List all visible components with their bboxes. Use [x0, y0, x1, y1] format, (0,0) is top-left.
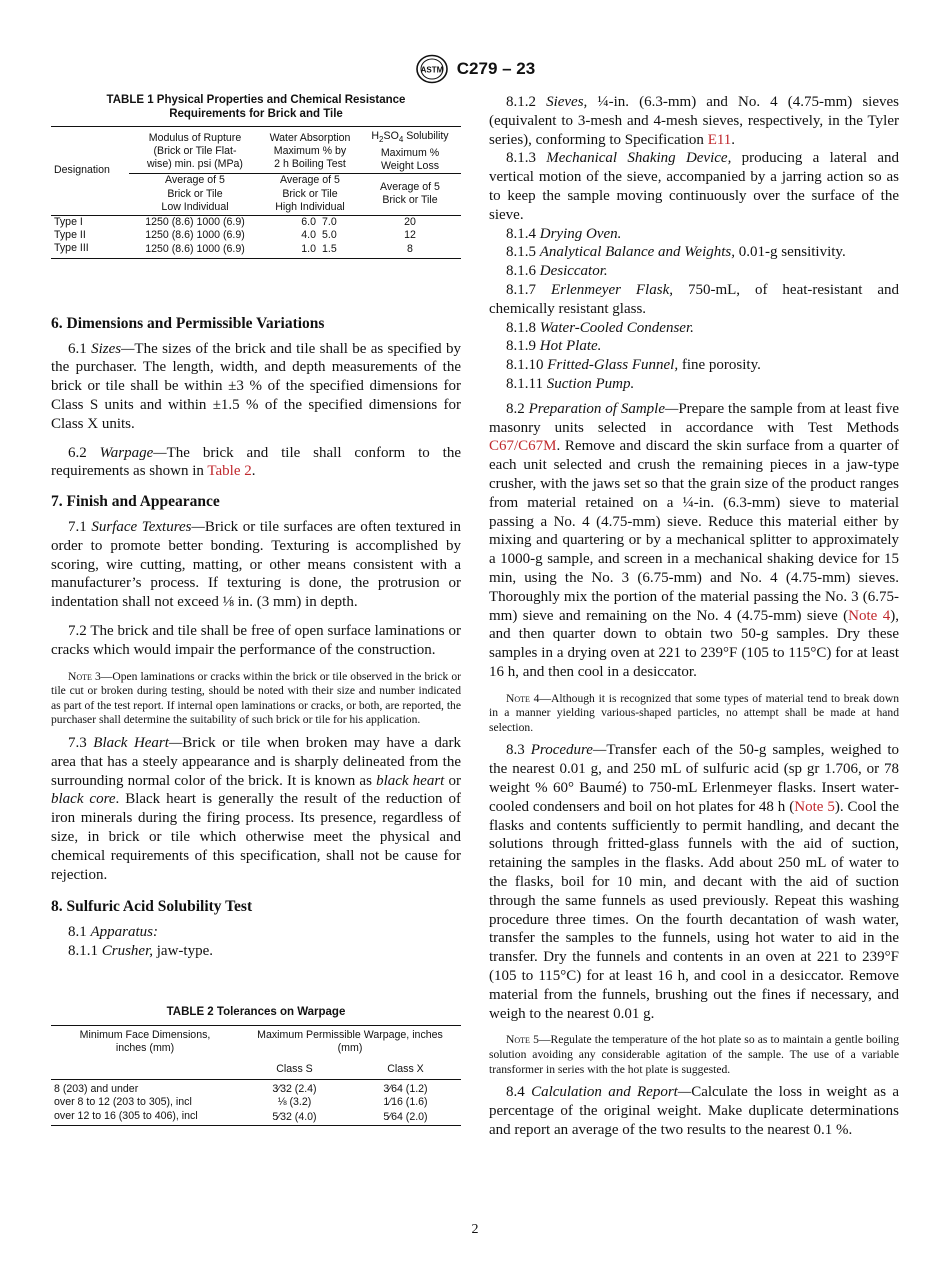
- table-2-grid: [51, 1025, 461, 1126]
- note-4-link[interactable]: Note 4: [848, 607, 891, 624]
- paragraph-8-1-8: 8.1.8 Water-Cooled Condenser.: [506, 319, 694, 336]
- paragraph-7-3: 7.3 Black Heart—Brick or tile when broken may have a dark area that has a steely appearance and is sharply delineated from the surrounding normal color of the brick. It is known as black heart or black core. Black heart is generally the result of the reduction of iron minerals during the firing process. Its presence, regardless of size, in brick or tile which otherwise meet the physical and chemical requirements of this specification, shall not be cause for rejection.: [51, 734, 462, 883]
- paragraph-8-1-2: 8.1.2 Sieves, ¼-in. (6.3-mm) and No. 4 (4.75-mm) sieves (equivalent to 3-mesh and 4-mesh sieves, respectively, in the Tyler series), conforming to Specification E11.: [489, 94, 900, 148]
- table-1-sub-solubility: Average of 5 Brick or Tile: [359, 174, 461, 215]
- paragraph-8-1-10: 8.1.10 Fritted-Glass Funnel, fine porosity.: [506, 357, 761, 374]
- note-3: Note 3—Open laminations or cracks within the brick or tile observed in the brick or tile cut or broken during testing, should be noted with their size and number indicated as part of the test report. If internal open laminations or cracks, or both, are reported, the purchaser shall determine the suitability of such brick or tile for his application.: [51, 669, 461, 727]
- table-1-col-mor: Modulus of Rupture (Brick or Tile Flat- wise) min. psi (MPa): [129, 127, 261, 174]
- table-2-col-warpage: Maximum Permissible Warpage, inches (mm): [257, 1028, 443, 1055]
- paragraph-8-1-9: 8.1.9 Hot Plate.: [506, 338, 602, 355]
- paragraph-8-1-1: 8.1.1 Crusher, jaw-type.: [68, 942, 213, 959]
- table-2-col-dimensions: Minimum Face Dimensions, inches (mm): [51, 1025, 239, 1079]
- table-row: Type I 1250 (8.6) 1000 (6.9) 6.0 7.0 20: [54, 215, 416, 228]
- paragraph-8-1-5: 8.1.5 Analytical Balance and Weights, 0.01-g sensitivity.: [506, 244, 846, 261]
- table-row: Type II 1250 (8.6) 1000 (6.9) 4.0 5.0 12: [54, 229, 416, 242]
- e11-link[interactable]: E11: [707, 131, 732, 148]
- paragraph-8-1-3: 8.1.3 Mechanical Shaking Device, producing a lateral and vertical motion of the sieve, accompanied by a jarring action so as to keep the sample moving continuously over the surface of the sieve.: [489, 150, 900, 223]
- section-6-heading: 6. Dimensions and Permissible Variations: [51, 314, 325, 332]
- paragraph-8-1-4: 8.1.4 Drying Oven.: [506, 225, 622, 242]
- table-1-col-designation: Designation: [51, 127, 129, 216]
- table-1-grid: [51, 126, 461, 259]
- paragraph-7-1: 7.1 Surface Textures—Brick or tile surfaces are often textured in order to promote better bonding. Texturing is accomplished by scoring, wire cutting, matting, or other means consistent with a manufacturer’s process. If texturing is done, the protrusion or indentation shall not exceed ⅛ in. (3 mm) in depth.: [51, 519, 462, 611]
- table-1-col-solubility: $H_2SO_4$ Solubility Maximum % Weight Loss: [359, 127, 461, 174]
- svg-text:ASTM: ASTM: [420, 65, 444, 75]
- paragraph-6-2: 6.2 Warpage—The brick and tile shall conform to the requirements as shown in Table 2.: [51, 444, 461, 480]
- paragraph-8-1-11: 8.1.11 Suction Pump.: [506, 375, 635, 392]
- table-1-caption: TABLE 1 Physical Properties and Chemical Resistance Requirements for Brick and Tile: [106, 94, 406, 120]
- paragraph-6-1: 6.1 Sizes—The sizes of the brick and tile shall be as specified by the purchaser. The length, width, and depth measurements of the brick or tile shall be within ±3 % of the specified dimensions for Class S units and within ±1.5 % of the specified dimensions for Class X units.: [51, 340, 462, 432]
- section-8-heading: 8. Sulfuric Acid Solubility Test: [51, 898, 253, 916]
- paragraph-8-3: 8.3 Procedure—Transfer each of the 50-g samples, weighed to the nearest 0.01 g, and 250 mL of sulfuric acid (sp gr 1.706, or 78 weight % 60° Baumé) to 750-mL Erlenmeyer flasks. Insert water-cooled condensers and boil on hot plates for 48 h (Note 5). Cool the flasks and contents sufficiently to permit handling, and decant the solutions through fritted-glass funnels with the aid of suction, retaining the samples in the flasks. Add about 250 mL of water to the flasks, boil for 10 min, and decant with the aid of suction through the same funnels as used previously. Repeat this washing procedure three times. On the fourth decantation of wash water, transfer the samples to the funnels, using hot water to aid in the transfer. Dry the funnels and contents in an oven at 221 to 239°F (105 to 115°C) for at least 16 h, and cool in a desiccator. Remove material from the funnels, brushing out the fines if necessary, and weigh to the nearest 0.01 g.: [489, 742, 900, 1022]
- left-column: [51, 93, 461, 1126]
- right-column: [489, 93, 899, 1140]
- table-2-col-class-x: Class X: [350, 1063, 461, 1080]
- table-2: [51, 1005, 461, 1126]
- paragraph-8-1-7: 8.1.7 Erlenmeyer Flask, 750-mL, of heat-resistant and chemically resistant glass.: [489, 281, 900, 317]
- astm-logo-icon: [415, 54, 449, 84]
- paragraph-7-2: 7.2 The brick and tile shall be free of open surface laminations or cracks which would impair the performance of the construction.: [51, 623, 461, 658]
- table-2-caption: TABLE 2 Tolerances on Warpage: [166, 1005, 346, 1018]
- paragraph-8-1: 8.1 Apparatus:: [68, 924, 158, 941]
- note-5: Note 5—Regulate the temperature of the hot plate so as to maintain a gentle boiling solution avoiding any considerable agitation of the sample. The use of a variable transformer in series with the hot plate is suggested.: [489, 1033, 899, 1076]
- note-5-link[interactable]: Note 5: [794, 798, 835, 815]
- table-row: over 8 to 12 (203 to 305), incl ⅛ (3.2) 1⁄16 (1.6): [54, 1096, 428, 1109]
- table-1-sub-mor: Average of 5 Brick or Tile Low Individual: [129, 174, 261, 215]
- table-2-link[interactable]: Table 2: [207, 463, 252, 480]
- page-number: 2: [471, 1222, 479, 1237]
- document-designation: C279 – 23: [456, 59, 536, 78]
- table-1: [51, 93, 461, 259]
- table-row: Type III 1250 (8.6) 1000 (6.9) 1.0 1.5 8: [51, 242, 461, 258]
- table-row: over 12 to 16 (305 to 406), incl 5⁄32 (4.0) 5⁄64 (2.0): [51, 1110, 461, 1126]
- note-4: Note 4—Although it is recognized that some types of material tend to break down in a manner yielding various-shaped particles, no attempt shall be made at hand selection.: [489, 691, 899, 734]
- table-1-sub-water-absorption: Average of 5 Brick or Tile High Individual: [261, 174, 359, 215]
- paragraph-8-2: 8.2 Preparation of Sample—Prepare the sample from at least five masonry units selected in accordance with Test Methods C67/C67M. Remove and discard the skin surface from a quarter of each unit selected and crush the remaining pieces in a jaw-type crusher, with the jaws set so that the grain size of the product ranges from material retained on a ¼-in. (6.3-mm) sieve to material passing a No. 4 (4.75-mm) sieve. Reduce this material either by mixing and quartering or by a mechanical splitter to approximately a 1000-g sample, and screen in a mechanical shaking device for 15 min, using the No. 3 (6.75-mm) and No. 4 (4.75-mm) sieves. Thoroughly mix the portion of the material passing the No. 3 (6.75-mm) sieve and remaining on the No. 4 (4.75-mm) sieve (Note 4), and then quarter down to obtain two 50-g samples. Dry these samples in a drying oven at 221 to 239°F (105 to 115°C) for at least 16 h, and then cool in a desiccator.: [489, 400, 900, 680]
- section-7-heading: 7. Finish and Appearance: [51, 493, 220, 511]
- c67-link[interactable]: C67/C67M: [489, 438, 557, 455]
- table-row: 8 (203) and under 3⁄32 (2.4) 3⁄64 (1.2): [54, 1082, 428, 1095]
- paragraph-8-1-6: 8.1.6 Desiccator.: [506, 263, 608, 280]
- paragraph-8-4: 8.4 Calculation and Report—Calculate the loss in weight as a percentage of the original weight. Make duplicate determinations and report an average of the two results to the nearest 0.1 %.: [489, 1084, 900, 1138]
- page-header: [0, 54, 950, 84]
- table-2-col-class-s: Class S: [239, 1063, 350, 1080]
- table-1-col-water-absorption: Water Absorption Maximum % by 2 h Boiling Test: [261, 127, 359, 174]
